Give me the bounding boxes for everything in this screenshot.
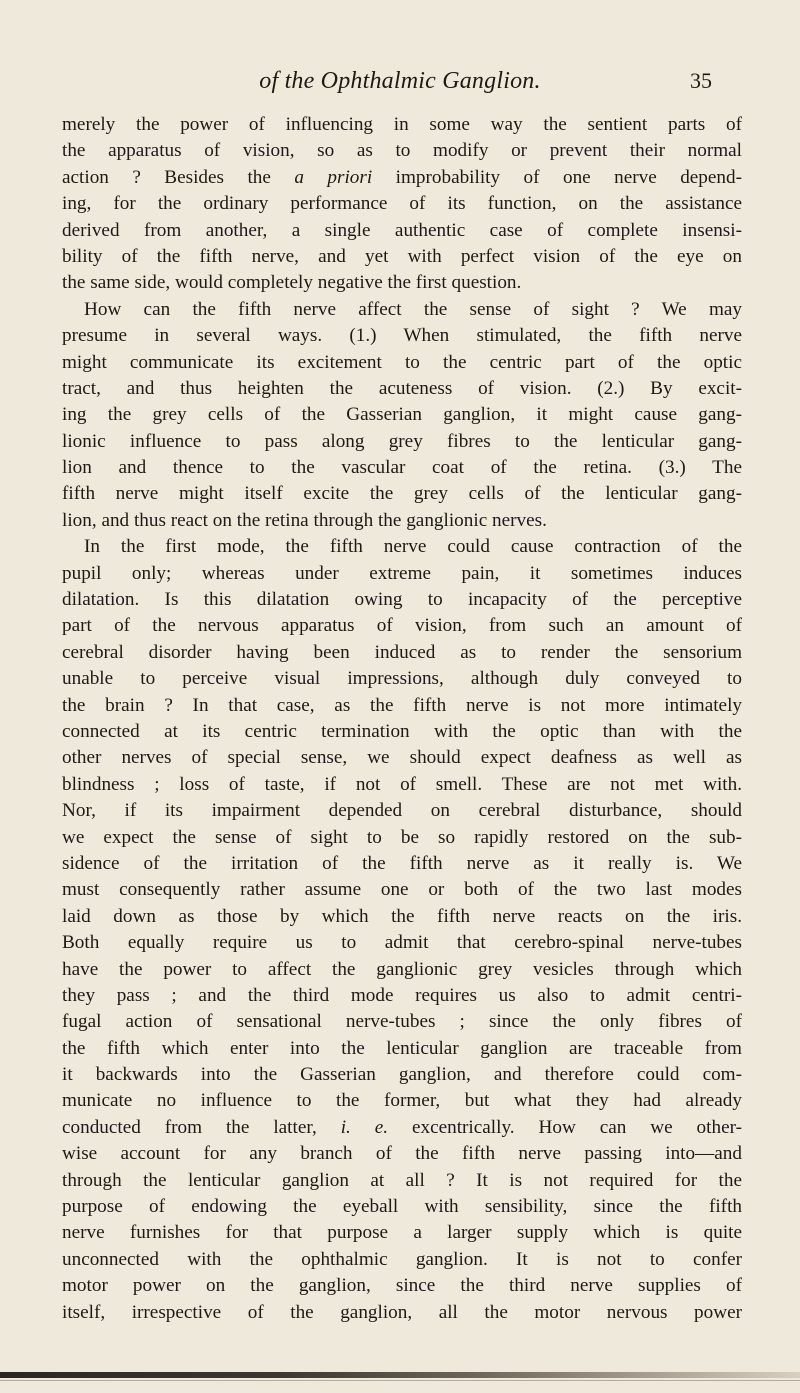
- text-line: blindness ; loss of taste, if not of smell. These are not met with.: [62, 773, 742, 795]
- text-line: fugal action of sensational nerve-tubes ; since the only fibres of: [62, 1011, 742, 1033]
- text-line: bility of the fifth nerve, and yet with perfect vision of the eye on: [62, 245, 742, 267]
- text-line: must consequently rather assume one or both of the two last modes: [62, 879, 742, 901]
- text-line: we expect the sense of sight to be so rapidly restored on the sub-: [62, 826, 742, 848]
- text-line: nerve furnishes for that purpose a larger supply which is quite: [62, 1222, 742, 1244]
- text-fragment: excentrically. How can we other-: [388, 1116, 742, 1138]
- text-line: the brain ? In that case, as the fifth nerve is not more intimately: [62, 694, 742, 716]
- body-text: [62, 112, 742, 1326]
- text-fragment: conducted from the latter,: [62, 1116, 341, 1138]
- text-line: municate no influence to the former, but what they had already: [62, 1090, 742, 1112]
- text-line: part of the nervous apparatus of vision, from such an amount of: [62, 615, 742, 637]
- text-line: it backwards into the Gasserian ganglion, and therefore could com-: [62, 1064, 742, 1086]
- text-line: unconnected with the ophthalmic ganglion. It is not to confer: [62, 1248, 742, 1270]
- page-edge-line: [0, 1380, 800, 1381]
- text-line: they pass ; and the third mode requires us also to admit centri-: [62, 984, 742, 1006]
- text-line: Both equally require us to admit that cerebro-spinal nerve-tubes: [62, 932, 742, 954]
- text-line: motor power on the ganglion, since the third nerve supplies of: [62, 1275, 742, 1297]
- running-title: of the Ophthalmic Ganglion.: [259, 68, 541, 94]
- text-line: through the lenticular ganglion at all ? It is not required for the: [62, 1169, 742, 1191]
- text-line: the apparatus of vision, so as to modify or prevent their normal: [62, 140, 742, 162]
- text-fragment: improbability of one nerve depend-: [372, 166, 742, 188]
- text-line: dilatation. Is this dilatation owing to incapacity of the perceptive: [62, 589, 742, 611]
- italic-phrase: a priori: [294, 166, 373, 188]
- text-line: unable to perceive visual impressions, although duly conveyed to: [62, 668, 742, 690]
- text-line: purpose of endowing the eyeball with sensibility, since the fifth: [62, 1196, 742, 1218]
- text-line: itself, irrespective of the ganglion, all the motor nervous power: [62, 1301, 742, 1323]
- text-line: have the power to affect the ganglionic grey vesicles through which: [62, 958, 742, 980]
- text-line: ing, for the ordinary performance of its function, on the assistance: [62, 193, 742, 215]
- text-fragment: action ? Besides the: [62, 166, 295, 188]
- text-line: merely the power of influencing in some way the sentient parts of: [62, 114, 742, 135]
- text-line: might communicate its excitement to the centric part of the optic: [62, 351, 742, 373]
- text-line: presume in several ways. (1.) When stimulated, the fifth nerve: [62, 325, 742, 347]
- text-line: derived from another, a single authentic case of complete insensi-: [62, 219, 742, 241]
- text-line: laid down as those by which the fifth nerve reacts on the iris.: [62, 905, 742, 927]
- text-line: pupil only; whereas under extreme pain, it sometimes induces: [62, 562, 742, 584]
- text-line: lion and thence to the vascular coat of the retina. (3.) The: [62, 457, 742, 479]
- text-line: [62, 1115, 742, 1141]
- paragraph-first-line: How can the fifth nerve affect the sense of sight ? We may: [84, 298, 742, 320]
- text-line: lionic influence to pass along grey fibres to the lenticular gang-: [62, 430, 742, 452]
- text-line: tract, and thus heighten the acuteness of vision. (2.) By excit-: [62, 377, 742, 399]
- text-line: [62, 165, 742, 191]
- text-line: ing the grey cells of the Gasserian ganglion, it might cause gang-: [62, 404, 742, 426]
- text-line: fifth nerve might itself excite the grey cells of the lenticular gang-: [62, 483, 742, 505]
- paragraph-first-line: In the first mode, the fifth nerve could cause contraction of the: [84, 536, 742, 558]
- italic-phrase: i. e.: [340, 1116, 389, 1138]
- text-line: cerebral disorder having been induced as to render the sensorium: [62, 641, 742, 663]
- text-line: Nor, if its impairment depended on cerebral disturbance, should: [62, 800, 742, 822]
- running-head: [0, 68, 800, 98]
- page-edge-shadow: [0, 1372, 800, 1378]
- text-line: lion, and thus react on the retina through the ganglionic nerves.: [62, 509, 547, 531]
- page-number: 35: [690, 68, 712, 93]
- text-line: other nerves of special sense, we should expect deafness as well as: [62, 747, 742, 769]
- text-line: the fifth which enter into the lenticular ganglion are traceable from: [62, 1037, 742, 1059]
- text-line: connected at its centric termination with the optic than with the: [62, 720, 742, 742]
- text-line: sidence of the irritation of the fifth nerve as it really is. We: [62, 852, 742, 874]
- text-line: the same side, would completely negative the first question.: [62, 272, 522, 294]
- text-line: wise account for any branch of the fifth nerve passing into—and: [62, 1143, 742, 1165]
